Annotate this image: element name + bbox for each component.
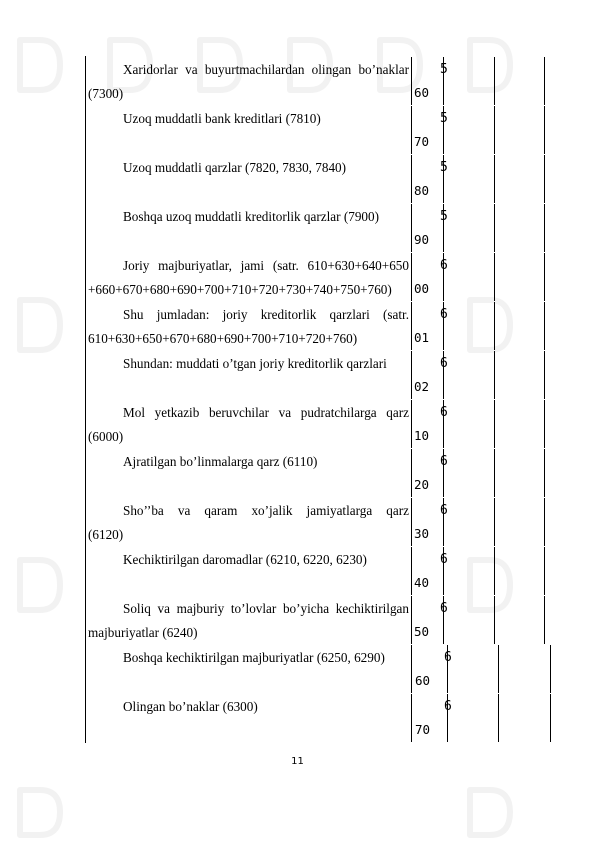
value-cell-end xyxy=(495,400,545,448)
line-code-top: 5 xyxy=(440,209,448,224)
item-name-cell xyxy=(86,57,412,105)
item-name-cell xyxy=(86,351,412,399)
item-name-line1: Uzoq muddatli qarzlar (7820, 7830, 7840) xyxy=(123,160,347,175)
line-code-bottom: 30 xyxy=(414,526,430,541)
value-cell-end xyxy=(495,204,545,252)
line-code-cell xyxy=(412,204,448,252)
value-cell-start xyxy=(444,253,495,301)
line-code-cell xyxy=(412,547,448,595)
line-code-cell xyxy=(412,449,448,497)
value-cell-end xyxy=(495,449,545,497)
item-name-line1: Mol yetkazib beruvchilar va pudratchilarga qarz xyxy=(123,405,409,420)
line-code-bottom: 02 xyxy=(414,379,430,394)
line-code-bottom: 90 xyxy=(414,232,430,247)
item-name-line1: Boshqa uzoq muddatli kreditorlik qarzlar (7900) xyxy=(123,209,379,224)
value-cell-start xyxy=(444,155,495,203)
value-cell-end xyxy=(495,547,545,595)
line-code-top: 5 xyxy=(440,111,448,126)
line-code-cell xyxy=(412,106,448,154)
value-cell-end xyxy=(495,596,545,644)
item-name-cell xyxy=(86,204,412,252)
item-name-line1: Boshqa kechiktirilgan majburiyatlar (6250, 6290) xyxy=(123,650,385,665)
line-code-top: 6 xyxy=(440,503,448,518)
line-code-bottom: 40 xyxy=(414,575,430,590)
item-name-cell xyxy=(86,498,412,546)
value-cell-end xyxy=(495,351,545,399)
item-name-cell xyxy=(86,645,412,693)
item-name-line1: Olingan bo’naklar (6300) xyxy=(123,699,258,714)
value-cell-end xyxy=(495,302,545,350)
item-name-line2: (6000) xyxy=(88,428,124,444)
value-cell-start xyxy=(444,204,495,252)
item-name-line2: +660+670+680+690+700+710+720+730+740+750+760) xyxy=(88,281,392,297)
item-name-line1: Ajratilgan bo’linmalarga qarz (6110) xyxy=(123,454,318,469)
line-code-top: 6 xyxy=(440,258,448,273)
item-name-line2: 610+630+650+670+680+690+700+710+720+760) xyxy=(88,330,358,346)
line-code-bottom: 10 xyxy=(414,428,430,443)
line-code-cell xyxy=(412,645,452,693)
line-code-cell xyxy=(412,694,452,742)
item-name-cell xyxy=(86,106,412,154)
line-code-cell xyxy=(412,400,448,448)
line-code-cell xyxy=(412,302,448,350)
item-name-line1: Uzoq muddatli bank kreditlari (7810) xyxy=(123,111,321,126)
value-cell-end xyxy=(495,498,545,546)
item-name-line1: Shu jumladan: joriy kreditorlik qarzlari (satr. xyxy=(123,307,409,322)
line-code-top: 6 xyxy=(440,601,448,616)
line-code-top: 6 xyxy=(444,699,452,714)
item-name-cell xyxy=(86,694,412,742)
item-name-cell xyxy=(86,155,412,203)
item-name-line1: Xaridorlar va buyurtmachilardan olingan bo’naklar xyxy=(123,62,409,77)
item-name-cell xyxy=(86,253,412,301)
line-code-top: 5 xyxy=(440,62,448,77)
item-name-cell xyxy=(86,547,412,595)
value-cell-end xyxy=(495,57,545,105)
line-code-top: 6 xyxy=(440,405,448,420)
line-code-top: 6 xyxy=(440,307,448,322)
line-code-top: 6 xyxy=(440,454,448,469)
item-name-line1: Joriy majburiyatlar, jami (satr. 610+630+640+650 xyxy=(123,258,409,273)
value-cell-start xyxy=(444,596,495,644)
value-cell-start xyxy=(444,400,495,448)
item-name-line1: Sho’’ba va qaram xo’jalik jamiyatlarga qarz xyxy=(123,503,409,518)
line-code-cell xyxy=(412,596,448,644)
item-name-line2: majburiyatlar (6240) xyxy=(88,624,198,640)
item-name-line2: (6120) xyxy=(88,526,124,542)
line-code-bottom: 70 xyxy=(414,134,430,149)
item-name-line2: (7300) xyxy=(88,85,124,101)
line-code-bottom: 80 xyxy=(414,183,430,198)
line-code-bottom: 50 xyxy=(414,624,430,639)
item-name-cell xyxy=(86,302,412,350)
value-cell-start xyxy=(444,351,495,399)
value-cell-end xyxy=(495,253,545,301)
value-cell-end xyxy=(499,645,551,693)
line-code-bottom: 00 xyxy=(414,281,430,296)
value-cell-end xyxy=(499,694,551,742)
balance-table xyxy=(85,56,452,743)
value-cell-start xyxy=(444,106,495,154)
line-code-bottom: 70 xyxy=(415,722,431,737)
item-name-cell xyxy=(86,400,412,448)
item-name-cell xyxy=(86,449,412,497)
line-code-top: 6 xyxy=(444,650,452,665)
line-code-bottom: 01 xyxy=(414,330,430,345)
line-code-bottom: 60 xyxy=(415,673,431,688)
line-code-top: 5 xyxy=(440,160,448,175)
value-cell-start xyxy=(444,57,495,105)
line-code-top: 6 xyxy=(440,552,448,567)
item-name-line1: Shundan: muddati o’tgan joriy kreditorlik qarzlari xyxy=(123,356,387,371)
value-cell-start xyxy=(448,645,499,693)
line-code-bottom: 60 xyxy=(414,85,430,100)
item-name-line1: Soliq va majburiy to’lovlar bo’yicha kechiktirilgan xyxy=(123,601,409,616)
line-code-bottom: 20 xyxy=(414,477,430,492)
value-cell-start xyxy=(448,694,499,742)
line-code-cell xyxy=(412,57,448,105)
line-code-cell xyxy=(412,253,448,301)
value-cell-start xyxy=(444,449,495,497)
line-code-top: 6 xyxy=(440,356,448,371)
line-code-cell xyxy=(412,498,448,546)
line-code-cell xyxy=(412,351,448,399)
value-cell-end xyxy=(495,155,545,203)
value-cell-start xyxy=(444,498,495,546)
page-number: 11 xyxy=(291,756,304,767)
value-cell-start xyxy=(444,302,495,350)
line-code-cell xyxy=(412,155,448,203)
item-name-line1: Kechiktirilgan daromadlar (6210, 6220, 6230) xyxy=(123,552,367,567)
value-cell-end xyxy=(495,106,545,154)
value-cell-start xyxy=(444,547,495,595)
item-name-cell xyxy=(86,596,412,644)
